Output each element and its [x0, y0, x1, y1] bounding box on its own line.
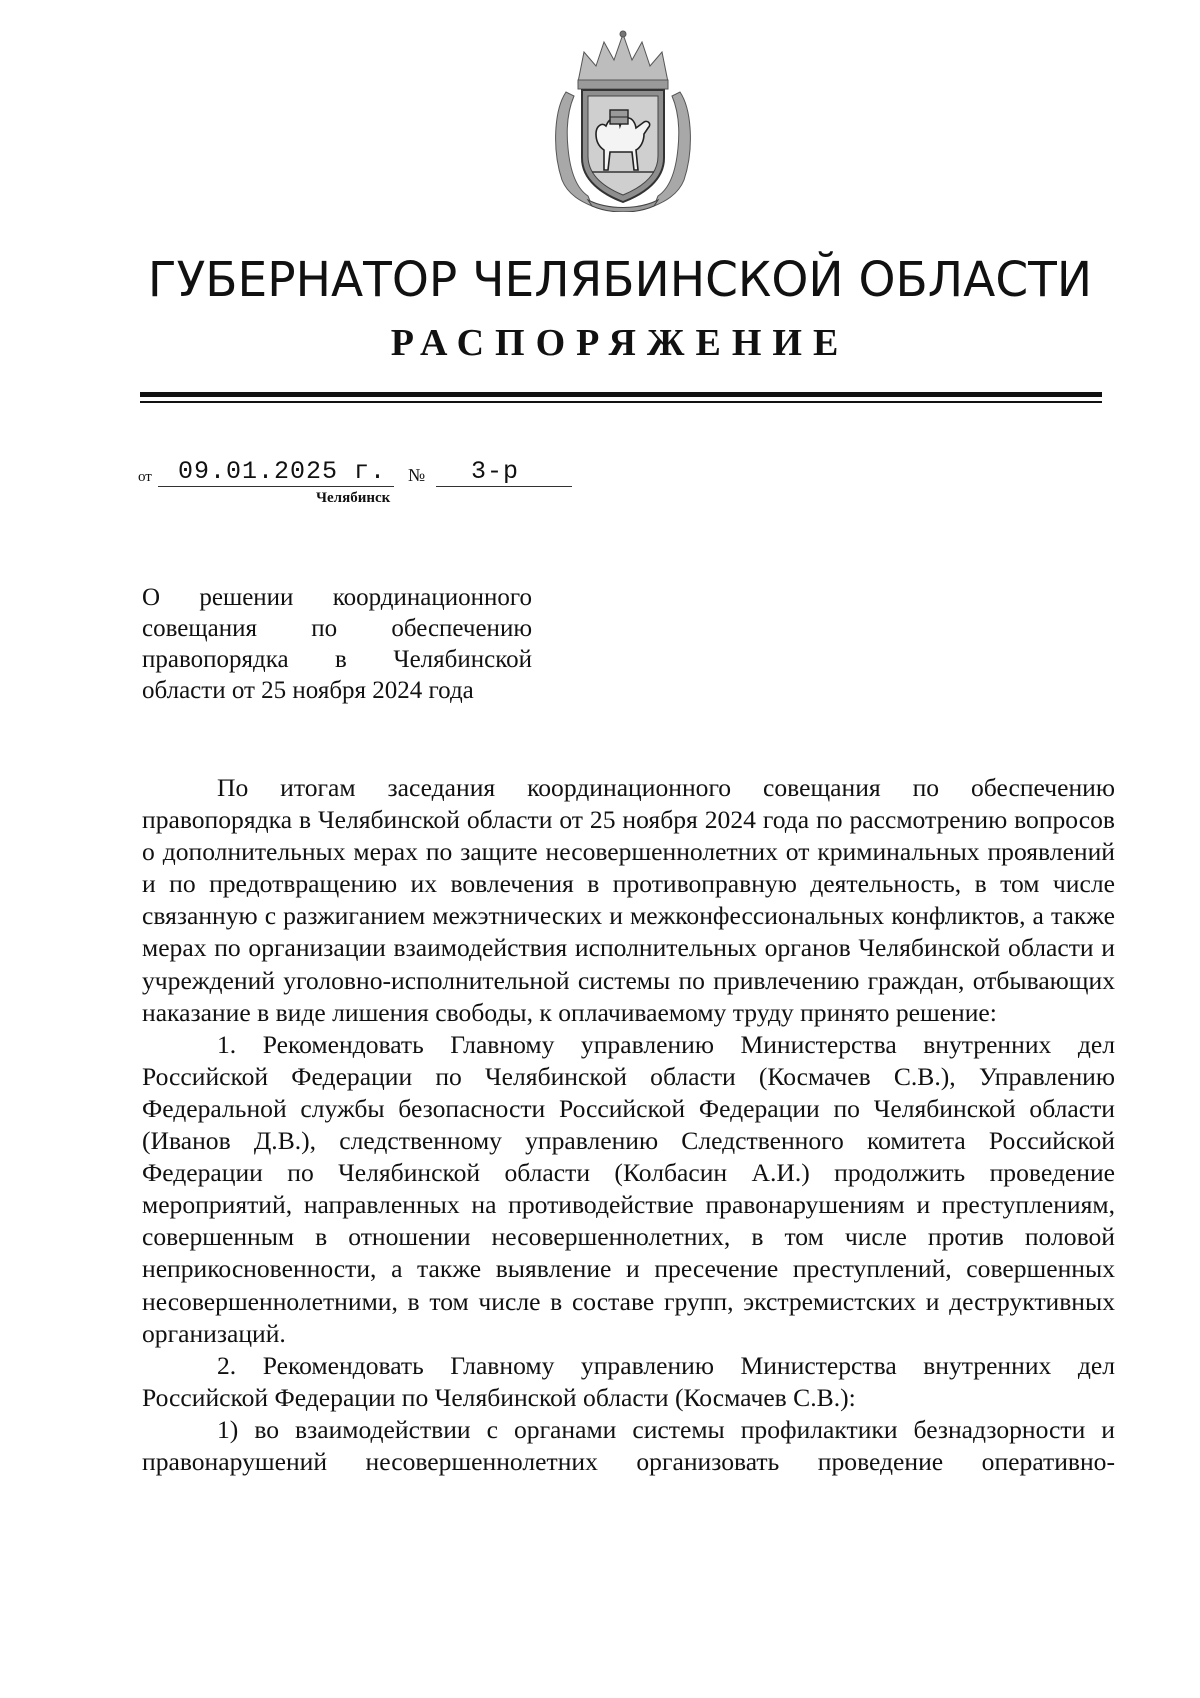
body-paragraph-intro: По итогам заседания координационного совещания по обеспечению правопорядка в Челябинской области от 25 ноября 2024 года по рассмотрению вопросов о дополнительных мерах по защите несовершеннолетних от криминальных проявлений и по предотвращению их вовлечения в противоправную деятельность, в том числе связанную с разжиганием межэтнических и межконфессиональных конфликтов, а также мерах по организации взаимодействия исполнительных органов Челябинской области и учреждений уголовно-исполнительной системы по привлечению граждан, отбывающих наказание в виде лишения свободы, к оплачиваемому труду принято решение: — [142, 773, 1115, 1027]
document-type-heading: РАСПОРЯЖЕНИЕ — [390, 322, 850, 364]
date-underline — [158, 486, 394, 487]
issuing-authority-title: ГУБЕРНАТОР ЧЕЛЯБИНСКОЙ ОБЛАСТИ — [147, 252, 1093, 308]
issue-city: Челябинск — [316, 490, 391, 506]
date-number-line — [138, 455, 638, 491]
document-date: 09.01.2025 г. — [178, 457, 387, 486]
body-paragraph-item-1: 1. Рекомендовать Главному управлению Министерства внутренних дел Российской Федерации по Челябинской области (Космачев С.В.), Управлению Федеральной службы безопасности Российской Федерации по Челябинской области (Иванов Д.В.), следственному управлению Следственного комитета Российской Федерации по Челябинской области (Колбасин А.И.) продолжить проведение мероприятий, направленных на противодействие правонарушениям и преступлениям, совершенным в отношении несовершеннолетних, в том числе против половой неприкосновенности, а также выявление и пресечение преступлений, совершенных несовершеннолетними, в том числе в составе групп, экстремистских и деструктивных организаций. — [142, 1029, 1115, 1348]
coat-of-arms-icon — [548, 30, 698, 212]
document-body — [142, 772, 1115, 1478]
body-paragraph-item-2: 2. Рекомендовать Главному управлению Министерства внутренних дел Российской Федерации по Челябинской области (Космачев С.В.): — [142, 1350, 1115, 1412]
header-divider-thin — [140, 401, 1102, 403]
header-divider-thick — [140, 392, 1102, 397]
date-prefix: от — [138, 469, 152, 485]
document-number: 3-р — [471, 457, 520, 486]
number-underline — [436, 486, 572, 487]
number-prefix: № — [408, 465, 426, 485]
document-subject: О решении координационного совещания по обеспечению правопорядка в Челябинской области от 25 ноября 2024 года — [142, 584, 532, 704]
body-paragraph-item-2-1: 1) во взаимодействии с органами системы профилактики безнадзорности и правонарушений несовершеннолетних организовать проведение оперативно- — [142, 1414, 1115, 1476]
